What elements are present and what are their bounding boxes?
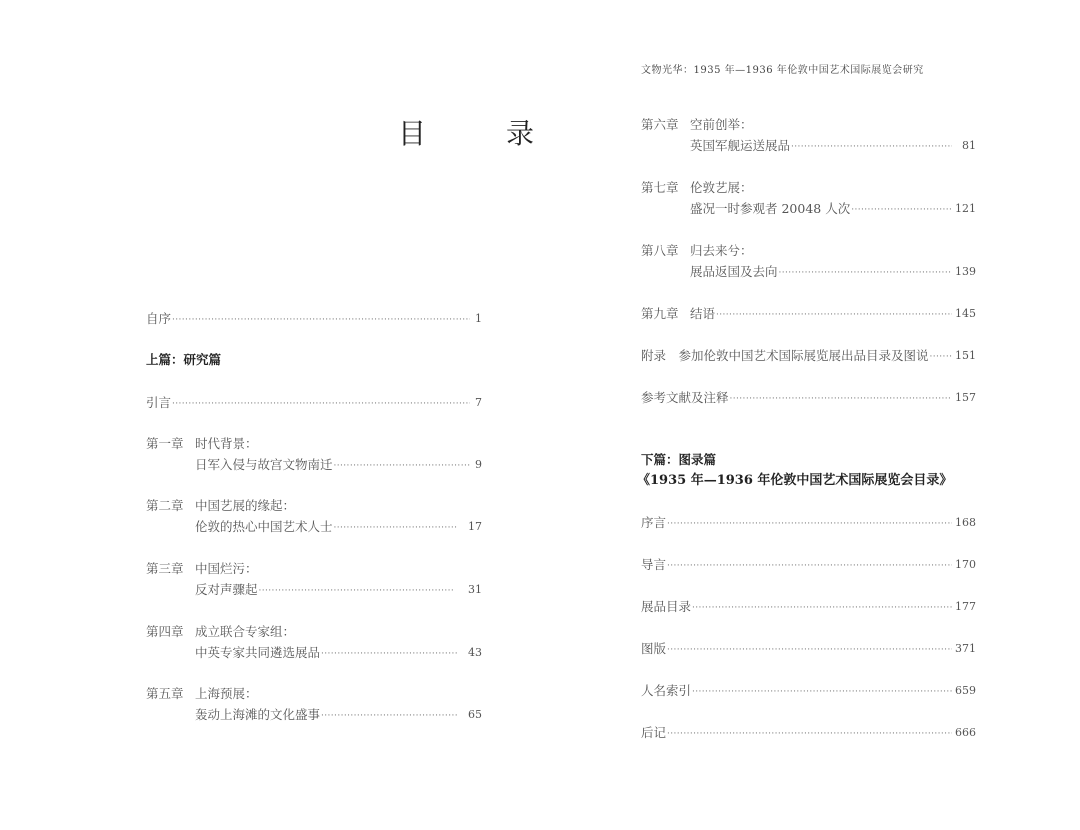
entry-title: 伦敦的热心中国艺术人士 bbox=[195, 519, 333, 534]
entry-page: 371 bbox=[955, 642, 976, 655]
chapter-heading bbox=[641, 243, 753, 259]
chapter-number: 第六章 bbox=[641, 117, 679, 132]
chapter-title: 伦敦艺展： bbox=[690, 180, 753, 195]
entry-title: 轰动上海滩的文化盛事 bbox=[195, 707, 321, 722]
toc-entry-chapter-9[interactable] bbox=[641, 306, 976, 322]
leader-dots bbox=[172, 315, 470, 325]
entry-page: 659 bbox=[955, 684, 976, 697]
toc-entry-intro[interactable] bbox=[146, 395, 482, 411]
entry-page: 31 bbox=[468, 583, 482, 596]
toc-entry-preface[interactable] bbox=[146, 311, 482, 327]
toc-entry-chapter-7[interactable] bbox=[690, 201, 976, 217]
leader-dots bbox=[259, 586, 455, 596]
chapter-number: 第七章 bbox=[641, 180, 679, 195]
leader-dots bbox=[667, 519, 952, 529]
leader-dots bbox=[334, 523, 458, 533]
entry-title: 图版 bbox=[641, 641, 667, 656]
entry-page: 43 bbox=[468, 646, 482, 659]
entry-page: 145 bbox=[955, 307, 976, 320]
toc-entry-chapter-3[interactable] bbox=[195, 582, 482, 598]
entry-page: 177 bbox=[955, 600, 976, 613]
entry-title: 中英专家共同遴选展品 bbox=[195, 645, 321, 660]
toc-entry-chapter-1[interactable] bbox=[195, 457, 482, 473]
toc-entry-references[interactable] bbox=[641, 390, 976, 406]
chapter-heading bbox=[146, 436, 258, 452]
chapter-number: 第五章 bbox=[146, 686, 184, 701]
leader-dots bbox=[667, 561, 952, 571]
chapter-heading bbox=[146, 624, 295, 640]
chapter-title: 成立联合专家组： bbox=[195, 624, 296, 639]
leader-dots bbox=[692, 603, 952, 613]
entry-title: 展品返国及去向 bbox=[690, 264, 778, 279]
entry-title: 英国军舰运送展品 bbox=[690, 138, 791, 153]
toc-entry-name-index[interactable] bbox=[641, 683, 976, 699]
leader-dots bbox=[334, 461, 470, 471]
leader-dots bbox=[667, 645, 952, 655]
chapter-number: 第一章 bbox=[146, 436, 184, 451]
entry-page: 170 bbox=[955, 558, 976, 571]
leader-dots bbox=[730, 394, 952, 404]
toc-entry-foreword[interactable] bbox=[641, 515, 976, 531]
entry-page: 666 bbox=[955, 726, 976, 739]
chapter-title: 上海预展： bbox=[195, 686, 258, 701]
leader-dots bbox=[779, 268, 952, 278]
entry-page: 168 bbox=[955, 516, 976, 529]
entry-title: 人名索引 bbox=[641, 683, 692, 698]
entry-title: 附录 参加伦敦中国艺术国际展览展出品目录及图说 bbox=[641, 348, 929, 363]
chapter-title: 空前创举： bbox=[690, 117, 753, 132]
entry-title: 序言 bbox=[641, 515, 667, 530]
chapter-title: 时代背景： bbox=[195, 436, 258, 451]
chapter-number: 第八章 bbox=[641, 243, 679, 258]
chapter-heading bbox=[641, 117, 753, 133]
entry-page: 139 bbox=[955, 265, 976, 278]
catalog-title: 《1935 年—1936 年伦敦中国艺术国际展览会目录》 bbox=[637, 473, 953, 488]
leader-dots bbox=[321, 711, 458, 721]
chapter-heading bbox=[146, 561, 258, 577]
entry-title: 引言 bbox=[146, 395, 172, 410]
chapter-number: 第四章 bbox=[146, 624, 184, 639]
chapter-number: 第二章 bbox=[146, 498, 184, 513]
right-page bbox=[540, 0, 1080, 830]
entry-page: 17 bbox=[468, 520, 482, 533]
section-lower-heading: 下篇：图录篇 bbox=[641, 452, 717, 467]
entry-title: 结语 bbox=[690, 306, 716, 321]
toc-entry-chapter-8[interactable] bbox=[690, 264, 976, 280]
chapter-number: 第三章 bbox=[146, 561, 184, 576]
chapter-title: 中国艺展的缘起： bbox=[195, 498, 296, 513]
entry-page: 7 bbox=[475, 396, 482, 409]
entry-page: 1 bbox=[475, 312, 482, 325]
toc-entry-chapter-6[interactable] bbox=[690, 138, 976, 154]
leader-dots bbox=[692, 687, 952, 697]
entry-title: 参考文献及注释 bbox=[641, 390, 729, 405]
toc-entry-afterword[interactable] bbox=[641, 725, 976, 741]
toc-entry-chapter-5[interactable] bbox=[195, 707, 482, 723]
chapter-heading bbox=[146, 686, 258, 702]
leader-dots bbox=[321, 649, 458, 659]
entry-title: 反对声骤起 bbox=[195, 582, 258, 597]
chapter-number: 第九章 bbox=[641, 306, 679, 321]
entry-title: 自序 bbox=[146, 311, 172, 326]
entry-page: 9 bbox=[475, 458, 482, 471]
entry-title: 后记 bbox=[641, 725, 667, 740]
toc-entry-exhibit-list[interactable] bbox=[641, 599, 976, 615]
entry-page: 65 bbox=[468, 708, 482, 721]
entry-page: 157 bbox=[955, 391, 976, 404]
chapter-heading bbox=[146, 498, 295, 514]
leader-dots bbox=[791, 142, 952, 152]
toc-entry-introduction[interactable] bbox=[641, 557, 976, 573]
chapter-heading bbox=[641, 180, 753, 196]
chapter-title: 归去来兮： bbox=[690, 243, 753, 258]
toc-entry-chapter-4[interactable] bbox=[195, 645, 482, 661]
leader-dots bbox=[716, 310, 952, 320]
entry-page: 121 bbox=[955, 202, 976, 215]
entry-page: 81 bbox=[962, 139, 976, 152]
entry-title: 日军入侵与故宫文物南迁 bbox=[195, 457, 333, 472]
running-header: 文物光华：1935 年—1936 年伦敦中国艺术国际展览会研究 bbox=[641, 65, 924, 76]
entry-page: 151 bbox=[955, 349, 976, 362]
chapter-title: 中国烂污： bbox=[195, 561, 258, 576]
entry-title: 展品目录 bbox=[641, 599, 692, 614]
leader-dots bbox=[172, 399, 470, 409]
entry-title: 盛况一时参观者 20048 人次 bbox=[690, 201, 851, 216]
section-upper-heading: 上篇：研究篇 bbox=[146, 352, 222, 367]
toc-title: 目 录 bbox=[398, 117, 561, 150]
toc-entry-chapter-2[interactable] bbox=[195, 519, 482, 535]
leader-dots bbox=[851, 205, 952, 215]
entry-title: 导言 bbox=[641, 557, 667, 572]
leader-dots bbox=[930, 352, 952, 362]
toc-entry-appendix[interactable] bbox=[641, 348, 976, 364]
leader-dots bbox=[667, 729, 952, 739]
toc-entry-plates[interactable] bbox=[641, 641, 976, 657]
